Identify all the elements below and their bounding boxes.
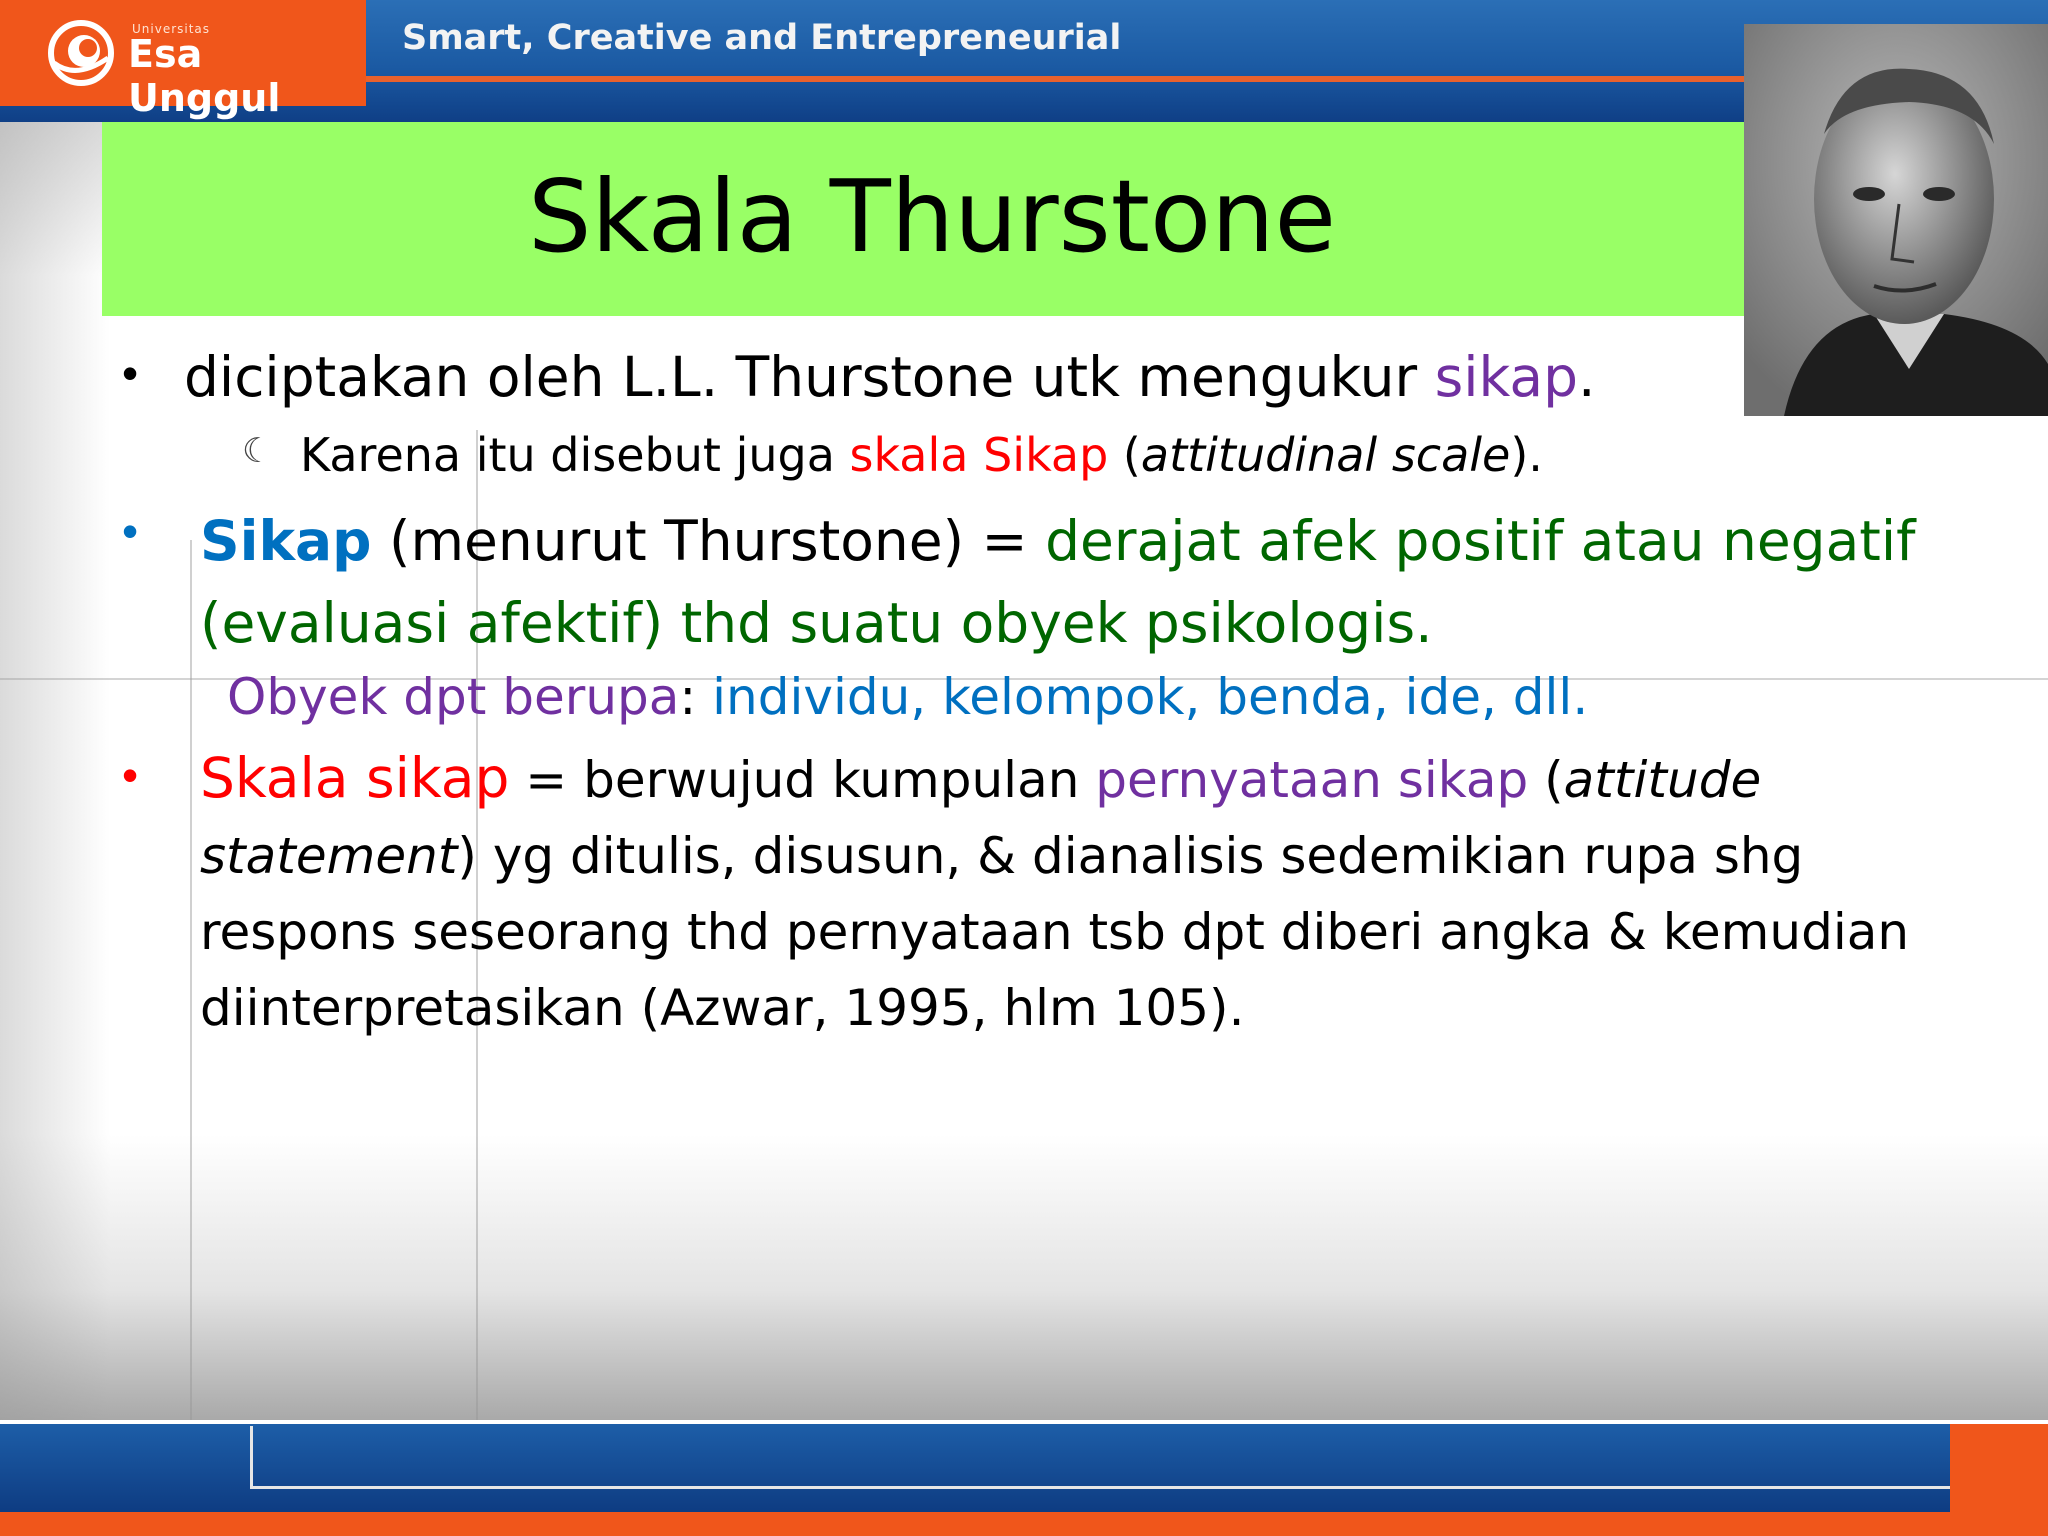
bullet-1-highlight: sikap bbox=[1434, 345, 1578, 409]
bullet-1 bbox=[184, 345, 1595, 409]
background-shade bbox=[0, 120, 110, 1420]
bullet-3-italic: attitude statement bbox=[200, 751, 1762, 885]
tagline: Smart, Creative and Entrepreneurial bbox=[402, 18, 1122, 58]
bullet-2-term: Sikap bbox=[200, 509, 372, 573]
bullet-3-term: Skala sikap bbox=[200, 746, 510, 810]
bullet-2 bbox=[200, 500, 1920, 664]
sub-bullet-2-colon: : bbox=[679, 668, 713, 726]
footer-stripe bbox=[0, 1512, 2048, 1536]
footer-accent bbox=[1950, 1424, 2048, 1512]
bullet-3-paren: ( bbox=[1528, 751, 1564, 809]
footer-frame bbox=[250, 1426, 1953, 1489]
bullet-dot: • bbox=[122, 347, 139, 399]
bullet-2-definition: derajat afek positif atau negatif (evaluasi afektif) thd suatu obyek psikologis. bbox=[200, 509, 1916, 655]
sub-bullet-1 bbox=[300, 428, 1543, 482]
bullet-3-text: = berwujud kumpulan bbox=[509, 751, 1096, 809]
sub-bullet-1-end: ). bbox=[1510, 428, 1543, 482]
bullet-dot: • bbox=[122, 505, 139, 557]
sub-bullet-1-text: Karena itu disebut juga bbox=[300, 428, 850, 482]
university-logo bbox=[0, 0, 366, 120]
background-line bbox=[190, 540, 192, 1420]
bullet-2-text: (menurut Thurstone) = bbox=[371, 509, 1046, 573]
bullet-1-text: diciptakan oleh L.L. Thurstone utk mengukur bbox=[184, 345, 1435, 409]
portrait-photo bbox=[1744, 24, 2048, 416]
logo-name: Esa Unggul bbox=[128, 32, 281, 120]
sub-bullet-1-paren: ( bbox=[1108, 428, 1141, 482]
bullet-3 bbox=[200, 740, 1920, 1046]
sub-bullet-1-italic: attitudinal scale bbox=[1140, 428, 1511, 482]
moon-bullet-icon: ☾ bbox=[242, 432, 273, 470]
sub-bullet-2 bbox=[227, 668, 1588, 726]
bullet-3-highlight: pernyataan sikap bbox=[1095, 751, 1529, 809]
sub-bullet-1-highlight: skala Sikap bbox=[849, 428, 1109, 482]
slide-title: Skala Thurstone bbox=[527, 158, 1337, 275]
bullet-dot: • bbox=[122, 749, 139, 801]
logo-emblem-icon bbox=[46, 18, 116, 88]
sub-bullet-2-label: Obyek dpt berupa bbox=[227, 668, 680, 726]
bullet-3-rest: ) yg ditulis, disusun, & dianalisis sedemikian rupa shg respons seseorang thd pernyataan tsb dpt diberi angka & kemudian diinterpretasikan (Azwar, 1995, hlm 105). bbox=[200, 827, 1910, 1037]
logo-small-text: Universitas bbox=[132, 22, 211, 36]
sub-bullet-2-items: individu, kelompok, benda, ide, dll. bbox=[712, 668, 1589, 726]
bullet-1-end: . bbox=[1578, 345, 1596, 409]
title-band bbox=[102, 122, 1762, 316]
